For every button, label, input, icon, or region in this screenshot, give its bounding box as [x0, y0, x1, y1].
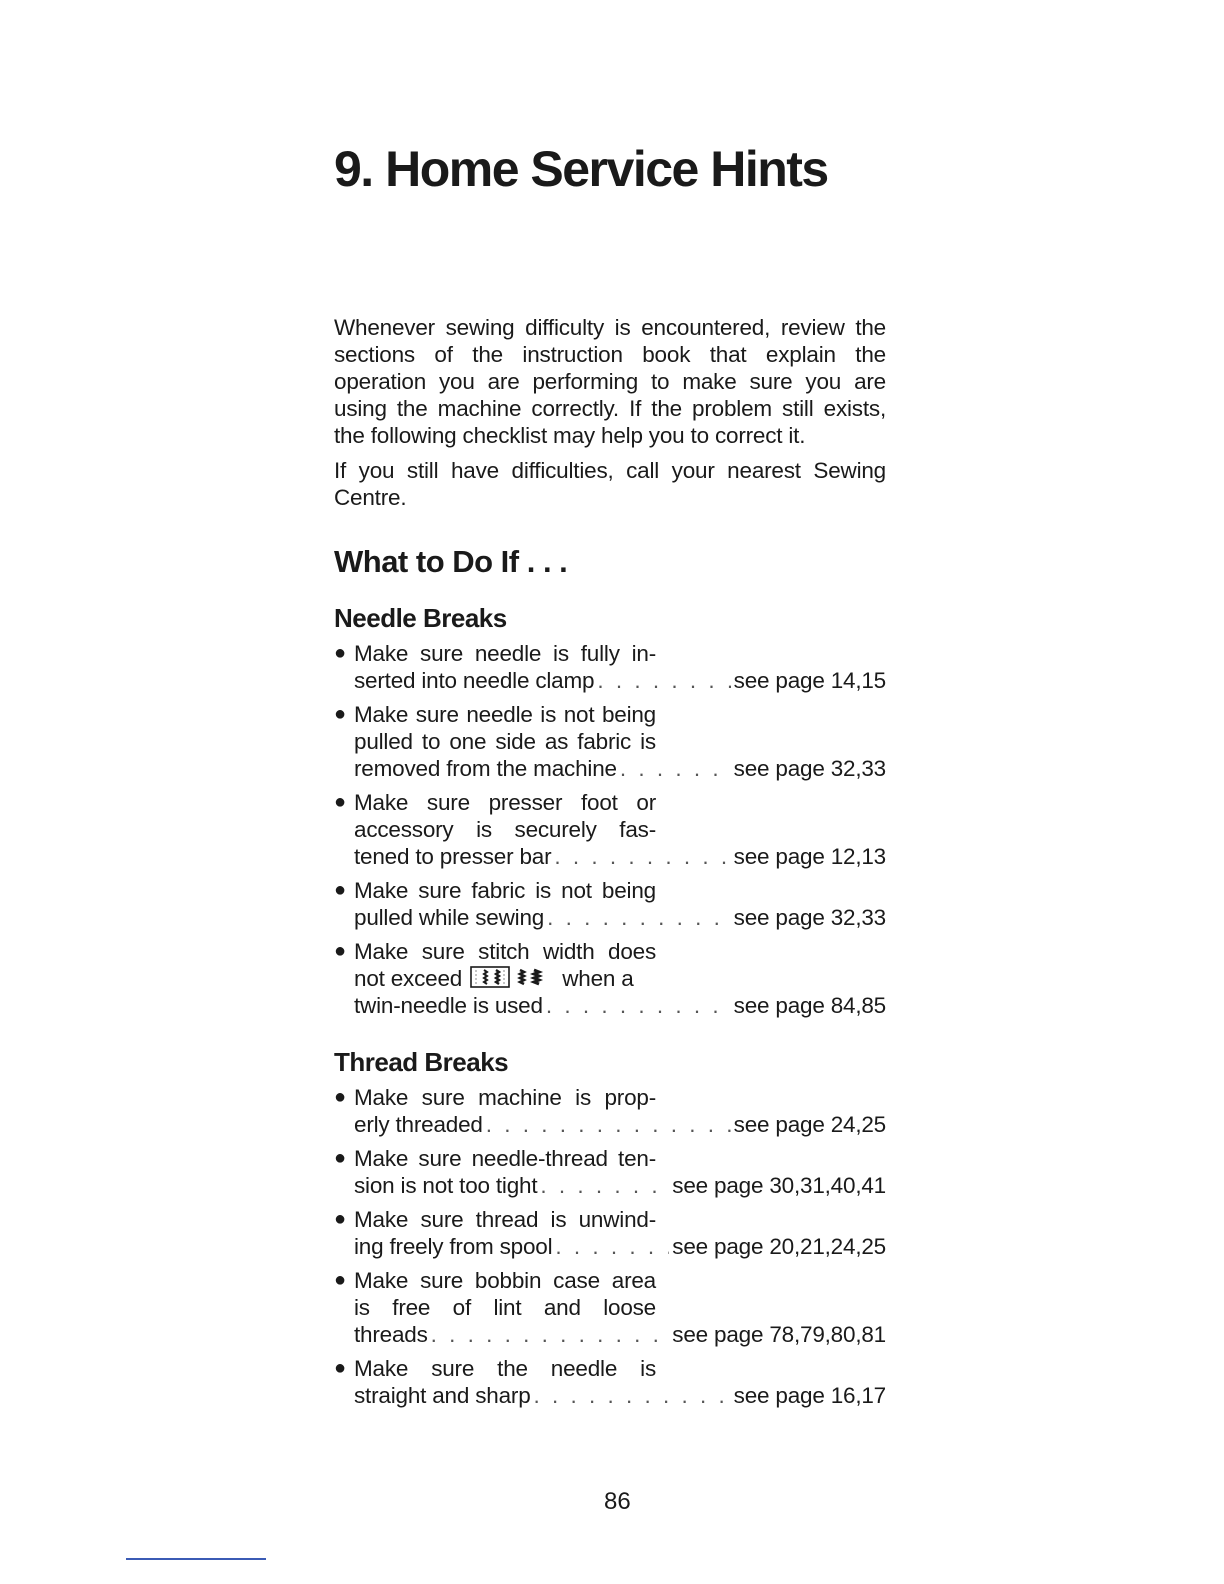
- item-text: pulled while sewing: [354, 905, 545, 930]
- item-reference-line: [354, 755, 886, 782]
- item-text: Make sure fabric is not being: [354, 878, 656, 903]
- page-number: 86: [604, 1488, 631, 1515]
- item-text: sion is not too tight: [354, 1173, 538, 1198]
- list-item: [334, 1355, 886, 1409]
- intro-text: [334, 314, 886, 519]
- bullet-icon: ●: [334, 1147, 346, 1169]
- dot-leader: [486, 1111, 731, 1138]
- page-reference: see page 78,79,80,81: [672, 1322, 886, 1347]
- thread-breaks-section: [334, 1047, 886, 1416]
- page-reference: see page 30,31,40,41: [672, 1173, 886, 1198]
- bullet-icon: ●: [334, 703, 346, 725]
- item-text: Make sure stitch width does: [354, 939, 656, 964]
- list-item: [334, 640, 886, 694]
- dot-leader: [554, 843, 730, 870]
- item-text: ing freely from spool: [354, 1234, 553, 1259]
- list-item: [334, 701, 886, 782]
- dot-leader: [546, 992, 731, 1019]
- section-heading: What to Do If . . .: [334, 544, 568, 579]
- intro-paragraph: Whenever sewing difficulty is encountered, review the sections of the instruction book that explain the operation you are performing to make sure you are using the machine correctly. If the problem still exists, the following checklist may help you to correct it.: [334, 315, 886, 448]
- list-item: [334, 1267, 886, 1348]
- thread-breaks-checklist: [334, 1084, 886, 1409]
- bullet-icon: ●: [334, 1086, 346, 1108]
- needle-breaks-section: [334, 603, 886, 1026]
- needle-breaks-checklist: [334, 640, 886, 1019]
- item-text: not exceed: [354, 966, 463, 991]
- item-reference-line: [354, 1111, 886, 1138]
- intro-paragraph: If you still have difficulties, call your nearest Sewing Centre.: [334, 458, 886, 510]
- item-reference-line: [354, 1321, 886, 1348]
- item-reference-line: [354, 1172, 886, 1199]
- stitch-width-icon: [470, 965, 554, 989]
- item-text: straight and sharp: [354, 1383, 531, 1408]
- item-text: Make sure presser foot or: [354, 790, 656, 815]
- bullet-icon: ●: [334, 642, 346, 664]
- bullet-icon: ●: [334, 940, 346, 962]
- item-text: Make sure the needle is: [354, 1356, 656, 1381]
- item-text: Make sure needle is fully in-: [354, 641, 656, 666]
- item-text: tened to presser bar: [354, 844, 552, 869]
- dot-leader: [620, 755, 731, 782]
- dot-leader: [597, 667, 730, 694]
- item-reference-line: [354, 667, 886, 694]
- bullet-icon: ●: [334, 791, 346, 813]
- list-item: [334, 1145, 886, 1199]
- item-text: Make sure needle is not being: [354, 702, 656, 727]
- bullet-icon: ●: [334, 1208, 346, 1230]
- item-text: Make sure needle-thread ten-: [354, 1146, 656, 1171]
- page-reference: see page 84,85: [733, 993, 886, 1018]
- item-text: twin-needle is used: [354, 993, 543, 1018]
- list-item: [334, 938, 886, 1019]
- item-text: serted into needle clamp: [354, 668, 595, 693]
- item-text: removed from the machine: [354, 756, 617, 781]
- bullet-icon: ●: [334, 1357, 346, 1379]
- item-text: Make sure machine is prop-: [354, 1085, 656, 1110]
- item-reference-line: [354, 1382, 886, 1409]
- item-reference-line: [354, 992, 886, 1019]
- dot-leader: [540, 1172, 669, 1199]
- item-reference-line: [354, 1233, 886, 1260]
- bullet-icon: ●: [334, 879, 346, 901]
- list-item: [334, 1206, 886, 1260]
- page-reference: see page 16,17: [733, 1383, 886, 1408]
- dot-leader: [555, 1233, 669, 1260]
- page-reference: see page 24,25: [733, 1112, 886, 1137]
- dot-leader: [431, 1321, 670, 1348]
- bullet-icon: ●: [334, 1269, 346, 1291]
- item-text-with-icon: [354, 965, 886, 992]
- list-item: [334, 877, 886, 931]
- needle-breaks-heading: Needle Breaks: [334, 603, 507, 633]
- item-text: Make sure bobbin case area: [354, 1268, 656, 1293]
- page-reference: see page 14,15: [733, 668, 886, 693]
- item-reference-line: [354, 843, 886, 870]
- item-text: when a: [562, 966, 634, 991]
- item-text: erly threaded: [354, 1112, 483, 1137]
- page-reference: see page 32,33: [733, 756, 886, 781]
- dot-leader: [534, 1382, 731, 1409]
- item-text: Make sure thread is unwind-: [354, 1207, 656, 1232]
- page-reference: see page 12,13: [733, 844, 886, 869]
- item-reference-line: [354, 904, 886, 931]
- page-title: 9. Home Service Hints: [334, 141, 828, 197]
- dot-leader: [547, 904, 731, 931]
- item-text: pulled to one side as fabric is: [354, 729, 656, 754]
- page-edge-line: [126, 1558, 266, 1560]
- page-reference: see page 32,33: [733, 905, 886, 930]
- list-item: [334, 1084, 886, 1138]
- page-reference: see page 20,21,24,25: [672, 1234, 886, 1259]
- item-text: threads: [354, 1322, 428, 1347]
- item-text: is free of lint and loose: [354, 1295, 656, 1320]
- thread-breaks-heading: Thread Breaks: [334, 1047, 509, 1077]
- item-text: accessory is securely fas-: [354, 817, 656, 842]
- list-item: [334, 789, 886, 870]
